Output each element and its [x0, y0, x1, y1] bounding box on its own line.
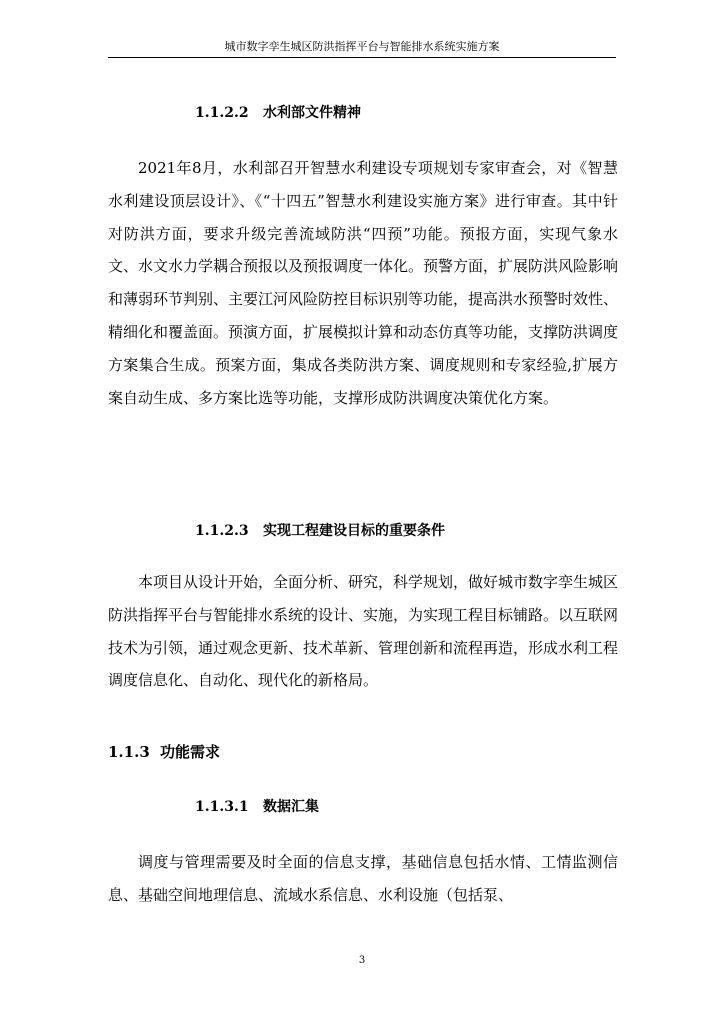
section-title: 实现工程建设目标的重要条件 [263, 523, 445, 539]
header-divider [108, 57, 616, 58]
heading-1-1-2-3 [195, 521, 445, 541]
section-number: 1.1.2.2 [195, 105, 249, 121]
paragraph-water-ministry: 2021年8月，水利部召开智慧水利建设专项规划专家审查会，对《智慧水利建设顶层设计》、《“十四五”智慧水利建设实施方案》进行审查。其中针对防洪方面，要求升级完善流域防洪“四预”功能。预报方面，实现气象水文、水文水力学耦合预报以及预报调度一体化。预警方面，扩展防洪风险影响和薄弱环节判别、主要江河风险防控目标识别等功能，提高洪水预警时效性、精细化和覆盖面。预演方面，扩展模拟计算和动态仿真等功能，支撑防洪调度方案集合生成。预案方面，集成各类防洪方案、调度规则和专家经验,扩展方案自动生成、多方案比选等功能，支撑形成防洪调度决策优化方案。 [108, 159, 619, 407]
page-number: 3 [358, 955, 366, 966]
section-number: 1.1.3 [108, 743, 150, 761]
heading-1-1-3 [108, 741, 220, 763]
section-title: 数据汇集 [263, 799, 319, 815]
paragraph-project-conditions: 本项目从设计开始，全面分析、研究，科学规划，做好城市数字孪生城区防洪指挥平台与智能排水系统的设计、实施，为实现工程目标铺路。以互联网技术为引领，通过观念更新、技术革新、管理创新和流程再造，形成水利工程调度信息化、自动化、现代化的新格局。 [108, 573, 619, 690]
section-number: 1.1.2.3 [195, 523, 249, 539]
section-number: 1.1.3.1 [195, 799, 249, 815]
heading-1-1-3-1 [195, 797, 319, 817]
section-title: 水利部文件精神 [263, 105, 361, 121]
running-header: 城市数字孪生城区防洪指挥平台与智能排水系统实施方案 [224, 40, 500, 53]
heading-1-1-2-2 [195, 103, 361, 123]
paragraph-data-collection: 调度与管理需要及时全面的信息支撑，基础信息包括水情、工情监测信息、基础空间地理信息、流域水系信息、水利设施（包括泵、 [108, 853, 618, 904]
section-title: 功能需求 [160, 743, 221, 761]
